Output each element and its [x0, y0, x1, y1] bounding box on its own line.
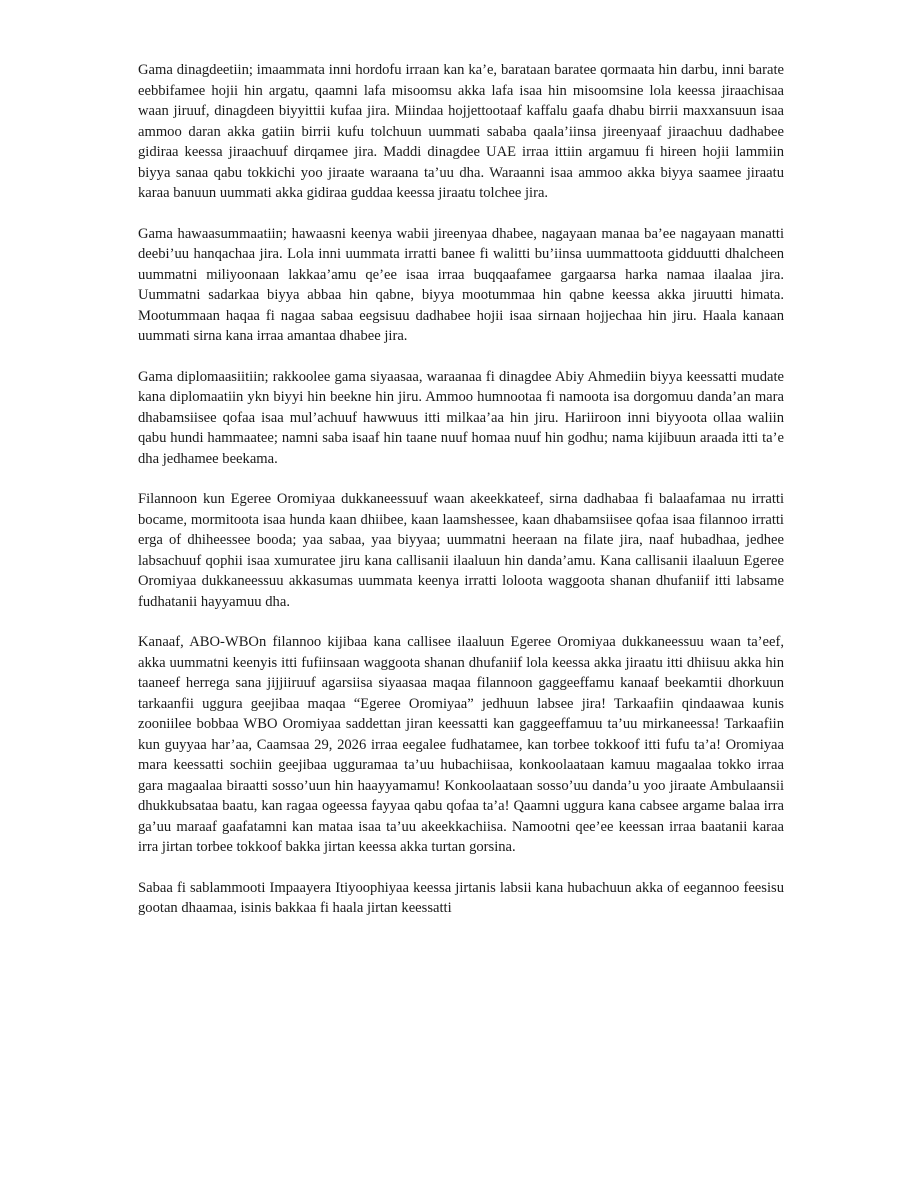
paragraph-society: Gama hawaasummaatiin; hawaasni keenya wabii jireenyaa dhabee, nagayaan manaa ba’ee nagayaan manatti deebi’uu hanqachaa jira. Lola inni uummata irratti banee fi walitti bu’iinsa uummattoota gidduutti dhalcheen uummatni miliyoonaan lakkaa’amu qe’ee isaa irraa buqqaafamee gargaarsa harka namaa ilaalaa jira. Uummatni sadarkaa biyya abbaa hin qabne, biyya mootummaa hin qabne keessa akka jiruutti himata. Mootummaan haqaa fi nagaa sabaa eegsisuu dadhabee hojii isaa sirnaan hojjechaa hin jiru. Haala kanaan uummati sirna kana irraa amantaa dhabee jira. — [138, 225, 784, 344]
paragraph-transport-ban: Kanaaf, ABO-WBOn filannoo kijibaa kana callisee ilaaluun Egeree Oromiyaa dukkaneessuu waan ta’eef, akka uummatni keenyis itti fufiinsaan waggoota shanan dhufaniif lola keessa akka jiraatu itti dhiisuu akka hin taaneef herrega sana jijjiiruuf agarsiisa siyaasaa maqaa filannoon gaggeeffamu kanaaf beekamtii dhorkuun tarkaanfii uggura geejibaa maqaa “Egeree Oromiyaa” jedhuun labsee jira! Tarkaafiin qindaawaa kunis zooniilee bobbaa WBO Oromiyaa saddettan jiran keessatti kan gaggeeffamuu ta’uu mirkaneessa! Tarkaafiin kun guyyaa har’aa, Caamsaa 29, 2026 irraa eegalee fudhatamee, kan torbee tokkoof itti fufu ta’a! Oromiyaa mara keessatti sochiin geejibaa ugguramaa ta’uu hubachiisaa, konkoolaataan kamuu magaalaa tokko irraa gara magaalaa biraatti sosso’uun hin haayyamamu! Konkoolaataan sosso’uu danda’u yoo jiraate Ambulaansii dhukkubsataa baatu, kan ragaa ogeessa fayyaa qabu qofaa ta’a! Qaamni uggura kana cabsee argame balaa irra ga’uu maraaf gaafatamni kan mataa isaa ta’uu akeekkachiisa. Namootni qee’ee keessan irraa baatanii karaa irra jirtan torbee tokkoof bakka jirtan keessa akka turtan gorsina. — [138, 634, 784, 855]
paragraph-diplomacy: Gama diplomaasiitiin; rakkoolee gama siyaasaa, waraanaa fi dinagdee Abiy Ahmediin biyya keessatti mudate kana diplomaatiin ykn biyyi hin beekne hin jiru. Ammoo humnootaa fi namoota isa dorgomuu danda’an mara dhabamsiisee qofaa isaa mul’achuuf hawwuus itti milkaa’aa hin jiru. Hariiroon inni biyyoota ollaa waliin qabu hundi hammaatee; namni saba isaaf hin taane nuuf homaa nuuf hin godhu; nama kijibuun araada itti ta’e dha jedhamee beekama. — [138, 368, 784, 467]
paragraph-economy: Gama dinagdeetiin; imaammata inni hordofu irraan kan ka’e, barataan baratee qormaata hin darbu, inni barate eebbifamee hojii hin argatu, qaamni lafa misoomsu akka lafa isaa hin misoomsine lola keessa jiraachisaa waan jiruuf, dinagdeen biyyittii kufaa jira. Miindaa hojjettootaaf kaffalu gaafa dhabu birrii maxxansuun isaa ammoo daran akka gatiin birrii kufu tolchuun uummati sababa qaala’iinsa jireenyaaf jiraachuu dadhabee gidiraa keessa jiraachuuf dirqamee jira. Maddi dinagdee UAE irraa ittiin argamuu fi hireen hojii lammiin biyya sanaa qabu tokkichi yoo jiraate waraana ta’uu dha. Waraanni isaa ammoo akka biyya saamee jiraatu karaa banuun uummati akka gidiraa guddaa keessa jiraatu tolchee jira. — [138, 62, 784, 201]
paragraph-election: Filannoon kun Egeree Oromiyaa dukkaneessuuf waan akeekkateef, sirna dadhabaa fi balaafamaa nu irratti bocame, mormitoota isaa hunda kaan dhiibee, kaan laamshessee, kaan dhabamsiisee qofaa isaa filannoo irratti erga of dhiheessee booda; yaa sabaa, yaa biyyaa; uummatni heeraan na filate jira, naaf hubadhaa, jedhee labsachuuf qophii isaa xumuratee jiru kana callisanii ilaaluun hin danda’amu. Kana callisanii ilaaluun Egeree Oromiyaa dukkaneessuu akkasumas uummata keenya irratti loloota waggoota shanan dhufaniif itti labsame fudhatanii hayyamuu dha. — [138, 491, 784, 610]
paragraph-nations: Sabaa fi sablammooti Impaayera Itiyoophiyaa keessa jirtanis labsii kana hubachuun akka of eegannoo feesisu gootan dhaamaa, isinis bakkaa fi haala jirtan keessatti — [138, 879, 784, 916]
document-body — [138, 60, 784, 939]
